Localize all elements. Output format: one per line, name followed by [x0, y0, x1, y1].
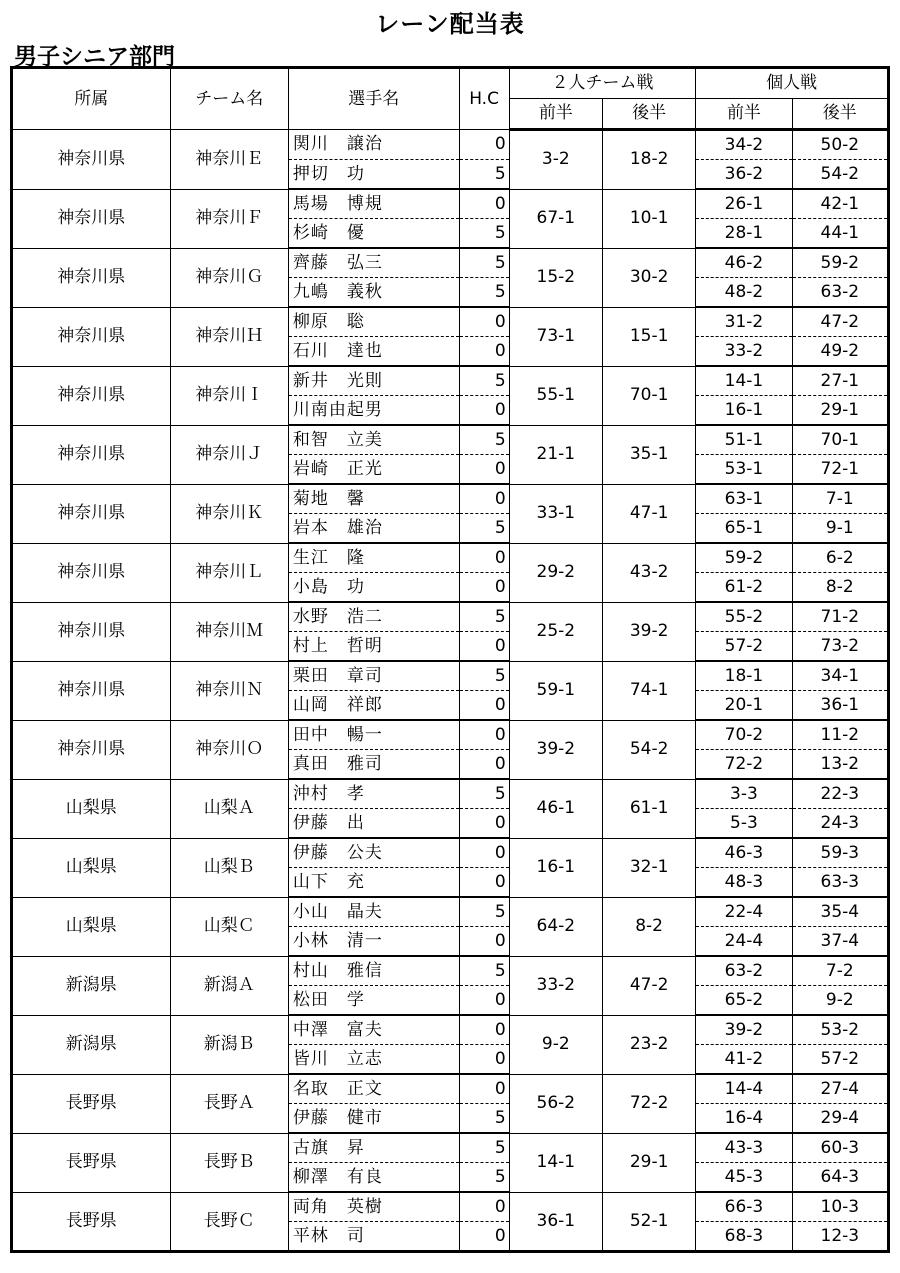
table-row	[12, 897, 889, 927]
individual-second-half-cell: 54-2	[792, 160, 888, 190]
hc-cell: 0	[459, 838, 509, 868]
individual-first-half-cell: 18-1	[696, 661, 792, 691]
hc-cell: 5	[459, 1133, 509, 1163]
individual-second-half-cell: 44-1	[792, 219, 888, 249]
player-name-cell: 柳澤 有良	[288, 1163, 459, 1193]
individual-first-half-cell: 46-2	[696, 248, 792, 278]
hc-cell: 5	[459, 602, 509, 632]
individual-second-half-cell: 27-1	[792, 366, 888, 396]
pair-second-half-cell: 72-2	[602, 1074, 695, 1133]
team-name-cell: 神奈川Ｍ	[170, 602, 288, 661]
hc-cell: 0	[459, 986, 509, 1016]
team-name-cell: 長野Ｃ	[170, 1192, 288, 1252]
pair-first-half-cell: 21-1	[509, 425, 602, 484]
hc-cell: 0	[459, 750, 509, 780]
hc-cell: 0	[459, 1015, 509, 1045]
individual-second-half-cell: 29-1	[792, 396, 888, 426]
individual-first-half-cell: 72-2	[696, 750, 792, 780]
hc-cell: 5	[459, 160, 509, 190]
hc-cell: 0	[459, 691, 509, 721]
affiliation-cell: 長野県	[12, 1192, 171, 1252]
affiliation-cell: 神奈川県	[12, 484, 171, 543]
individual-second-half-cell: 72-1	[792, 455, 888, 485]
pair-first-half-cell: 46-1	[509, 779, 602, 838]
individual-second-half-cell: 13-2	[792, 750, 888, 780]
hc-cell: 0	[459, 337, 509, 367]
pair-first-half-cell: 29-2	[509, 543, 602, 602]
pair-first-half-cell: 16-1	[509, 838, 602, 897]
pair-second-half-cell: 32-1	[602, 838, 695, 897]
individual-first-half-cell: 68-3	[696, 1222, 792, 1252]
player-name-cell: 山岡 祥郎	[288, 691, 459, 721]
individual-second-half-cell: 11-2	[792, 720, 888, 750]
table-row	[12, 1074, 889, 1104]
individual-second-half-cell: 50-2	[792, 130, 888, 160]
individual-first-half-cell: 63-1	[696, 484, 792, 514]
team-name-cell: 長野Ａ	[170, 1074, 288, 1133]
individual-second-half-cell: 59-3	[792, 838, 888, 868]
team-name-cell: 山梨Ｃ	[170, 897, 288, 956]
individual-first-half-cell: 65-2	[696, 986, 792, 1016]
player-name-cell: 栗田 章司	[288, 661, 459, 691]
player-name-cell: 松田 学	[288, 986, 459, 1016]
table-row	[12, 366, 889, 396]
pair-first-half-cell: 56-2	[509, 1074, 602, 1133]
header-individual-first-half: 前半	[696, 99, 792, 130]
hc-cell: 5	[459, 248, 509, 278]
player-name-cell: 小山 晶夫	[288, 897, 459, 927]
pair-first-half-cell: 59-1	[509, 661, 602, 720]
player-name-cell: 菊地 馨	[288, 484, 459, 514]
hc-cell: 0	[459, 1222, 509, 1252]
hc-cell: 5	[459, 897, 509, 927]
table-row	[12, 956, 889, 986]
hc-cell: 5	[459, 425, 509, 455]
individual-first-half-cell: 39-2	[696, 1015, 792, 1045]
table-row	[12, 838, 889, 868]
table-row	[12, 425, 889, 455]
hc-cell: 0	[459, 1045, 509, 1075]
pair-second-half-cell: 18-2	[602, 130, 695, 190]
pair-second-half-cell: 74-1	[602, 661, 695, 720]
individual-second-half-cell: 63-3	[792, 868, 888, 898]
individual-first-half-cell: 34-2	[696, 130, 792, 160]
pair-first-half-cell: 3-2	[509, 130, 602, 190]
affiliation-cell: 山梨県	[12, 779, 171, 838]
hc-cell: 5	[459, 219, 509, 249]
affiliation-cell: 神奈川県	[12, 602, 171, 661]
affiliation-cell: 神奈川県	[12, 543, 171, 602]
individual-first-half-cell: 28-1	[696, 219, 792, 249]
individual-second-half-cell: 35-4	[792, 897, 888, 927]
pair-first-half-cell: 14-1	[509, 1133, 602, 1192]
player-name-cell: 田中 暢一	[288, 720, 459, 750]
individual-first-half-cell: 48-2	[696, 278, 792, 308]
individual-first-half-cell: 57-2	[696, 632, 792, 662]
header-affiliation: 所属	[12, 68, 171, 130]
team-name-cell: 神奈川Ｌ	[170, 543, 288, 602]
individual-second-half-cell: 64-3	[792, 1163, 888, 1193]
pair-second-half-cell: 43-2	[602, 543, 695, 602]
individual-second-half-cell: 57-2	[792, 1045, 888, 1075]
individual-second-half-cell: 7-1	[792, 484, 888, 514]
hc-cell: 0	[459, 632, 509, 662]
hc-cell: 5	[459, 278, 509, 308]
individual-second-half-cell: 36-1	[792, 691, 888, 721]
individual-second-half-cell: 9-1	[792, 514, 888, 544]
individual-second-half-cell: 71-2	[792, 602, 888, 632]
individual-first-half-cell: 59-2	[696, 543, 792, 573]
player-name-cell: 村山 雅信	[288, 956, 459, 986]
individual-first-half-cell: 46-3	[696, 838, 792, 868]
player-name-cell: 杉崎 優	[288, 219, 459, 249]
individual-first-half-cell: 3-3	[696, 779, 792, 809]
player-name-cell: 両角 英樹	[288, 1192, 459, 1222]
player-name-cell: 齊藤 弘三	[288, 248, 459, 278]
header-player: 選手名	[288, 68, 459, 130]
pair-first-half-cell: 9-2	[509, 1015, 602, 1074]
hc-cell: 0	[459, 1192, 509, 1222]
player-name-cell: 馬場 博規	[288, 189, 459, 219]
team-name-cell: 神奈川Ｆ	[170, 189, 288, 248]
affiliation-cell: 山梨県	[12, 838, 171, 897]
player-name-cell: 平林 司	[288, 1222, 459, 1252]
affiliation-cell: 神奈川県	[12, 661, 171, 720]
hc-cell: 0	[459, 868, 509, 898]
header-individual-second-half: 後半	[792, 99, 888, 130]
pair-first-half-cell: 15-2	[509, 248, 602, 307]
team-name-cell: 神奈川Ｎ	[170, 661, 288, 720]
pair-second-half-cell: 35-1	[602, 425, 695, 484]
individual-second-half-cell: 42-1	[792, 189, 888, 219]
player-name-cell: 沖村 孝	[288, 779, 459, 809]
individual-second-half-cell: 47-2	[792, 307, 888, 337]
individual-second-half-cell: 27-4	[792, 1074, 888, 1104]
individual-first-half-cell: 33-2	[696, 337, 792, 367]
affiliation-cell: 山梨県	[12, 897, 171, 956]
individual-second-half-cell: 9-2	[792, 986, 888, 1016]
individual-first-half-cell: 36-2	[696, 160, 792, 190]
individual-second-half-cell: 73-2	[792, 632, 888, 662]
individual-first-half-cell: 53-1	[696, 455, 792, 485]
division-heading: 男子シニア部門	[14, 44, 175, 70]
team-name-cell: 神奈川Ｊ	[170, 425, 288, 484]
individual-first-half-cell: 5-3	[696, 809, 792, 839]
individual-second-half-cell: 53-2	[792, 1015, 888, 1045]
pair-second-half-cell: 15-1	[602, 307, 695, 366]
affiliation-cell: 神奈川県	[12, 248, 171, 307]
hc-cell: 0	[459, 720, 509, 750]
hc-cell: 0	[459, 130, 509, 160]
pair-first-half-cell: 25-2	[509, 602, 602, 661]
individual-first-half-cell: 61-2	[696, 573, 792, 603]
player-name-cell: 岩本 雄治	[288, 514, 459, 544]
individual-second-half-cell: 37-4	[792, 927, 888, 957]
player-name-cell: 岩崎 正光	[288, 455, 459, 485]
team-name-cell: 神奈川Ｉ	[170, 366, 288, 425]
individual-first-half-cell: 41-2	[696, 1045, 792, 1075]
pair-second-half-cell: 54-2	[602, 720, 695, 779]
player-name-cell: 村上 哲明	[288, 632, 459, 662]
individual-second-half-cell: 10-3	[792, 1192, 888, 1222]
individual-first-half-cell: 24-4	[696, 927, 792, 957]
table-row	[12, 1192, 889, 1222]
individual-first-half-cell: 20-1	[696, 691, 792, 721]
team-name-cell: 神奈川Ｇ	[170, 248, 288, 307]
hc-cell: 0	[459, 396, 509, 426]
affiliation-cell: 神奈川県	[12, 189, 171, 248]
hc-cell: 5	[459, 661, 509, 691]
hc-cell: 0	[459, 573, 509, 603]
table-row	[12, 484, 889, 514]
hc-cell: 5	[459, 956, 509, 986]
pair-second-half-cell: 29-1	[602, 1133, 695, 1192]
individual-second-half-cell: 12-3	[792, 1222, 888, 1252]
affiliation-cell: 新潟県	[12, 1015, 171, 1074]
hc-cell: 0	[459, 809, 509, 839]
affiliation-cell: 神奈川県	[12, 130, 171, 190]
affiliation-cell: 神奈川県	[12, 720, 171, 779]
player-name-cell: 中澤 富夫	[288, 1015, 459, 1045]
hc-cell: 0	[459, 543, 509, 573]
affiliation-cell: 神奈川県	[12, 425, 171, 484]
team-name-cell: 神奈川Ｋ	[170, 484, 288, 543]
team-name-cell: 神奈川Ｈ	[170, 307, 288, 366]
table-row	[12, 248, 889, 278]
lane-assignment-table	[10, 66, 890, 1253]
individual-first-half-cell: 16-1	[696, 396, 792, 426]
hc-cell: 0	[459, 927, 509, 957]
pair-second-half-cell: 52-1	[602, 1192, 695, 1252]
player-name-cell: 古旗 昇	[288, 1133, 459, 1163]
individual-second-half-cell: 7-2	[792, 956, 888, 986]
player-name-cell: 伊藤 出	[288, 809, 459, 839]
individual-first-half-cell: 55-2	[696, 602, 792, 632]
hc-cell: 5	[459, 779, 509, 809]
player-name-cell: 小島 功	[288, 573, 459, 603]
pair-first-half-cell: 67-1	[509, 189, 602, 248]
header-hc: H.C	[459, 68, 509, 130]
individual-second-half-cell: 22-3	[792, 779, 888, 809]
pair-second-half-cell: 10-1	[602, 189, 695, 248]
team-rows	[12, 130, 889, 1252]
individual-second-half-cell: 60-3	[792, 1133, 888, 1163]
individual-first-half-cell: 70-2	[696, 720, 792, 750]
table-row	[12, 307, 889, 337]
player-name-cell: 和智 立美	[288, 425, 459, 455]
individual-first-half-cell: 14-1	[696, 366, 792, 396]
hc-cell: 5	[459, 1163, 509, 1193]
table-row	[12, 720, 889, 750]
individual-first-half-cell: 14-4	[696, 1074, 792, 1104]
hc-cell: 0	[459, 307, 509, 337]
player-name-cell: 伊藤 健市	[288, 1104, 459, 1134]
player-name-cell: 九嶋 義秋	[288, 278, 459, 308]
individual-first-half-cell: 26-1	[696, 189, 792, 219]
individual-second-half-cell: 6-2	[792, 543, 888, 573]
individual-second-half-cell: 49-2	[792, 337, 888, 367]
pair-first-half-cell: 33-1	[509, 484, 602, 543]
individual-second-half-cell: 63-2	[792, 278, 888, 308]
individual-first-half-cell: 22-4	[696, 897, 792, 927]
individual-first-half-cell: 16-4	[696, 1104, 792, 1134]
individual-second-half-cell: 59-2	[792, 248, 888, 278]
table-row	[12, 130, 889, 160]
individual-first-half-cell: 63-2	[696, 956, 792, 986]
hc-cell: 0	[459, 484, 509, 514]
player-name-cell: 名取 正文	[288, 1074, 459, 1104]
hc-cell: 5	[459, 514, 509, 544]
pair-second-half-cell: 30-2	[602, 248, 695, 307]
pair-second-half-cell: 39-2	[602, 602, 695, 661]
individual-second-half-cell: 34-1	[792, 661, 888, 691]
individual-second-half-cell: 8-2	[792, 573, 888, 603]
player-name-cell: 柳原 聡	[288, 307, 459, 337]
player-name-cell: 伊藤 公夫	[288, 838, 459, 868]
affiliation-cell: 長野県	[12, 1074, 171, 1133]
table-row	[12, 661, 889, 691]
header-team: チーム名	[170, 68, 288, 130]
individual-first-half-cell: 48-3	[696, 868, 792, 898]
table-row	[12, 779, 889, 809]
hc-cell: 0	[459, 189, 509, 219]
player-name-cell: 水野 浩二	[288, 602, 459, 632]
team-name-cell: 長野Ｂ	[170, 1133, 288, 1192]
individual-first-half-cell: 43-3	[696, 1133, 792, 1163]
pair-first-half-cell: 73-1	[509, 307, 602, 366]
player-name-cell: 石川 達也	[288, 337, 459, 367]
pair-second-half-cell: 23-2	[602, 1015, 695, 1074]
pair-first-half-cell: 33-2	[509, 956, 602, 1015]
player-name-cell: 押切 功	[288, 160, 459, 190]
player-name-cell: 川南由起男	[288, 396, 459, 426]
individual-first-half-cell: 65-1	[696, 514, 792, 544]
hc-cell: 5	[459, 1104, 509, 1134]
pair-second-half-cell: 8-2	[602, 897, 695, 956]
individual-second-half-cell: 70-1	[792, 425, 888, 455]
hc-cell: 0	[459, 455, 509, 485]
pair-first-half-cell: 36-1	[509, 1192, 602, 1252]
individual-first-half-cell: 45-3	[696, 1163, 792, 1193]
pair-first-half-cell: 64-2	[509, 897, 602, 956]
pair-second-half-cell: 70-1	[602, 366, 695, 425]
header-individual: 個人戦	[696, 68, 889, 99]
team-name-cell: 山梨Ａ	[170, 779, 288, 838]
page-title: レーン配当表	[375, 10, 525, 38]
pair-second-half-cell: 47-1	[602, 484, 695, 543]
table-row	[12, 602, 889, 632]
table-row	[12, 1015, 889, 1045]
pair-second-half-cell: 47-2	[602, 956, 695, 1015]
affiliation-cell: 新潟県	[12, 956, 171, 1015]
player-name-cell: 新井 光則	[288, 366, 459, 396]
affiliation-cell: 神奈川県	[12, 366, 171, 425]
team-name-cell: 山梨Ｂ	[170, 838, 288, 897]
pair-first-half-cell: 39-2	[509, 720, 602, 779]
table-row	[12, 543, 889, 573]
player-name-cell: 関川 譲治	[288, 130, 459, 160]
player-name-cell: 山下 充	[288, 868, 459, 898]
individual-first-half-cell: 31-2	[696, 307, 792, 337]
individual-first-half-cell: 51-1	[696, 425, 792, 455]
pair-second-half-cell: 61-1	[602, 779, 695, 838]
team-name-cell: 神奈川Ｏ	[170, 720, 288, 779]
individual-first-half-cell: 66-3	[696, 1192, 792, 1222]
affiliation-cell: 神奈川県	[12, 307, 171, 366]
affiliation-cell: 長野県	[12, 1133, 171, 1192]
player-name-cell: 小林 清一	[288, 927, 459, 957]
table-row	[12, 1133, 889, 1163]
pair-first-half-cell: 55-1	[509, 366, 602, 425]
player-name-cell: 皆川 立志	[288, 1045, 459, 1075]
player-name-cell: 真田 雅司	[288, 750, 459, 780]
individual-second-half-cell: 29-4	[792, 1104, 888, 1134]
hc-cell: 0	[459, 1074, 509, 1104]
individual-second-half-cell: 24-3	[792, 809, 888, 839]
header-pair: ２人チーム戦	[509, 68, 696, 99]
team-name-cell: 神奈川Ｅ	[170, 130, 288, 190]
header-pair-second-half: 後半	[602, 99, 695, 130]
team-name-cell: 新潟Ｂ	[170, 1015, 288, 1074]
hc-cell: 5	[459, 366, 509, 396]
player-name-cell: 生江 隆	[288, 543, 459, 573]
table-row	[12, 189, 889, 219]
team-name-cell: 新潟Ａ	[170, 956, 288, 1015]
header-pair-first-half: 前半	[509, 99, 602, 130]
